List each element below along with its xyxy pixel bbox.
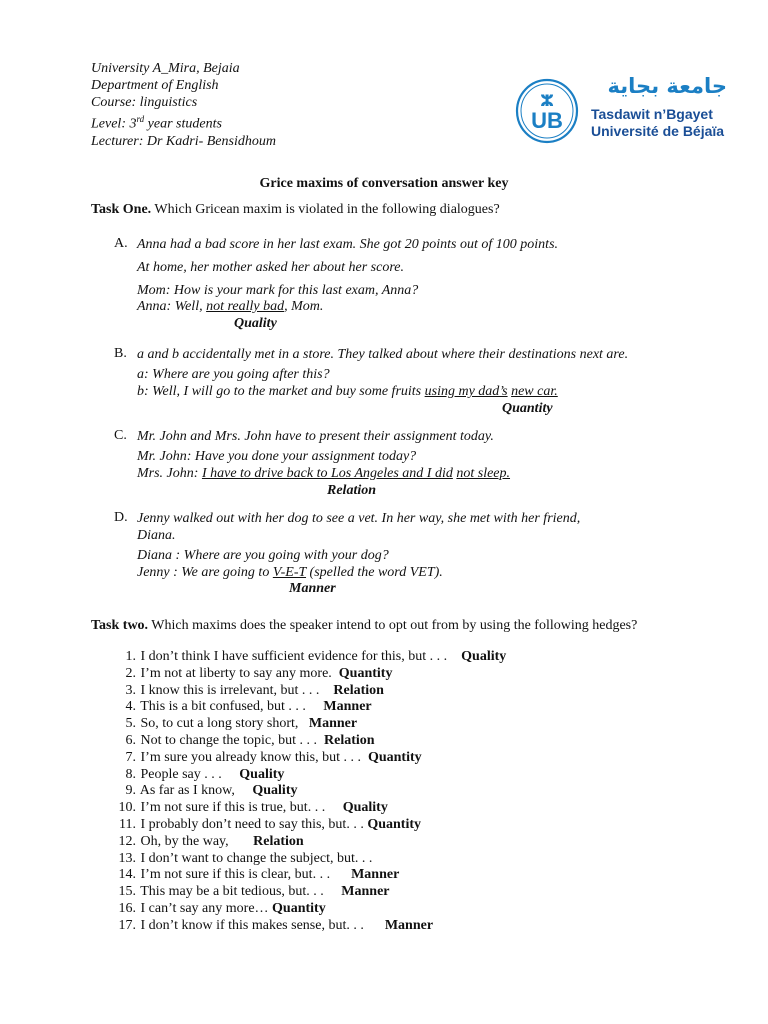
dialogue-line: Diana. (137, 528, 176, 543)
hedge-answer: Manner (351, 867, 400, 883)
course-header (91, 60, 276, 150)
answer-a: Quality (234, 316, 277, 331)
svg-text:ⵣ: ⵣ (540, 91, 554, 110)
dialogue-line: Mrs. John: I have to drive back to Los Angeles and I did not sleep. (137, 466, 511, 481)
lecturer-name: Lecturer: Dr Kadri- Bensidhoum (91, 133, 276, 149)
hedge-answer: Manner (341, 884, 390, 900)
course-name: Course: linguistics (91, 95, 198, 110)
list-item: 10. I’m not sure if this is true, but. . . Quality (118, 800, 388, 816)
list-item: 2. I’m not at liberty to say any more. Quantity (125, 665, 393, 681)
task-one-label: Task One. (91, 202, 152, 217)
logo-french: Université de Béjaïa (591, 123, 725, 139)
list-item: 11. I probably don’t need to say this, but. . . Quantity (119, 816, 422, 832)
item-letter: C. (114, 428, 127, 443)
list-item: 9. As far as I know, Quality (125, 783, 298, 799)
hedge-answer: Relation (253, 833, 304, 849)
hedge-answer: Manner (308, 716, 358, 732)
hedge-answer: Quality (342, 800, 388, 816)
item-letter: A. (114, 236, 128, 251)
dialogue-line: At home, her mother asked her about her score. (137, 260, 404, 275)
dialogue-line: b: Well, I will go to the market and buy some fruits using my dad’s new car. (137, 384, 558, 399)
svg-text:UB: UB (531, 108, 563, 133)
logo-tamazight: Tasdawit n’Bgayet (591, 106, 713, 122)
item-letter: B. (114, 346, 127, 361)
list-item: 7. I’m sure you already know this, but . . . Quantity (125, 749, 422, 765)
dialogue-line: Anna had a bad score in her last exam. She got 20 points out of 100 points. (137, 237, 559, 252)
task-one-prompt: Which Gricean maxim is violated in the following dialogues? (151, 202, 500, 217)
dialogue-line: Jenny walked out with her dog to see a vet. In her way, she met with her friend, (137, 511, 581, 526)
list-item: 17. I don’t know if this makes sense, but. . . Manner (118, 917, 434, 933)
university-name: University A_Mira, Bejaia (91, 61, 240, 76)
task-one-heading (91, 202, 500, 218)
hedge-answer: Quality (239, 766, 285, 782)
list-item: 1. I don’t think I have sufficient evidence for this, but . . . Quality (125, 649, 507, 664)
hedge-answer: Quantity (338, 665, 393, 681)
dialogue-line: a: Where are you going after this? (137, 367, 330, 382)
list-item: 4. This is a bit confused, but . . . Manner (125, 699, 372, 715)
hedge-answer: Manner (323, 699, 372, 715)
dialogue-line: Diana : Where are you going with your dog? (137, 548, 389, 563)
hedge-answer: Relation (333, 682, 384, 698)
hedge-answer: Quantity (272, 900, 326, 916)
list-item: 13. I don’t want to change the subject, but. . . (118, 850, 373, 866)
hedges-list (108, 649, 506, 935)
list-item: 14. I’m not sure if this is clear, but. . . Manner (118, 867, 400, 883)
dialogue-line: Mom: How is your mark for this last exam, Anna? (137, 283, 419, 298)
item-letter: D. (114, 510, 128, 525)
task-two-label: Task two. (91, 618, 149, 633)
answer-b: Quantity (502, 401, 553, 416)
list-item: 16. I can’t say any more… Quantity (118, 900, 326, 916)
hedge-answer: Quality (461, 649, 507, 664)
hedge-answer: Quantity (367, 816, 422, 832)
dialogue-line: Jenny : We are going to V-E-T (spelled the word VET). (137, 565, 443, 580)
university-logo (515, 74, 730, 144)
dialogue-line: a and b accidentally met in a store. They talked about where their destinations next are. (137, 347, 629, 362)
hedge-answer: Manner (384, 917, 434, 933)
list-item: 6. Not to change the topic, but . . . Relation (125, 732, 375, 748)
dialogue-line: Mr. John and Mrs. John have to present their assignment today. (137, 429, 494, 444)
student-level: Level: 3rd year students (91, 114, 222, 132)
hedge-answer: Quantity (367, 749, 422, 765)
list-item: 15. This may be a bit tedious, but. . . Manner (118, 884, 390, 900)
hedge-answer: Relation (324, 732, 375, 748)
page-title: Grice maxims of conversation answer key (259, 176, 509, 191)
task-two-prompt: Which maxims does the speaker intend to opt out from by using the following hedges? (148, 618, 638, 633)
list-item: 8. People say . . . Quality (125, 766, 285, 782)
logo-arabic: جامعة بجاية (607, 74, 727, 98)
dialogue-line: Anna: Well, not really bad, Mom. (137, 299, 324, 314)
list-item: 12. Oh, by the way, Relation (118, 833, 304, 849)
dialogue-line: Mr. John: Have you done your assignment today? (137, 449, 417, 464)
answer-c: Relation (327, 483, 377, 498)
list-item: 5. So, to cut a long story short, Manner (125, 716, 358, 732)
answer-d: Manner (289, 581, 336, 596)
hedge-answer: Quality (252, 783, 298, 799)
task-two-heading (91, 618, 637, 634)
list-item: 3. I know this is irrelevant, but . . . Relation (125, 682, 384, 698)
department-name: Department of English (91, 78, 219, 93)
